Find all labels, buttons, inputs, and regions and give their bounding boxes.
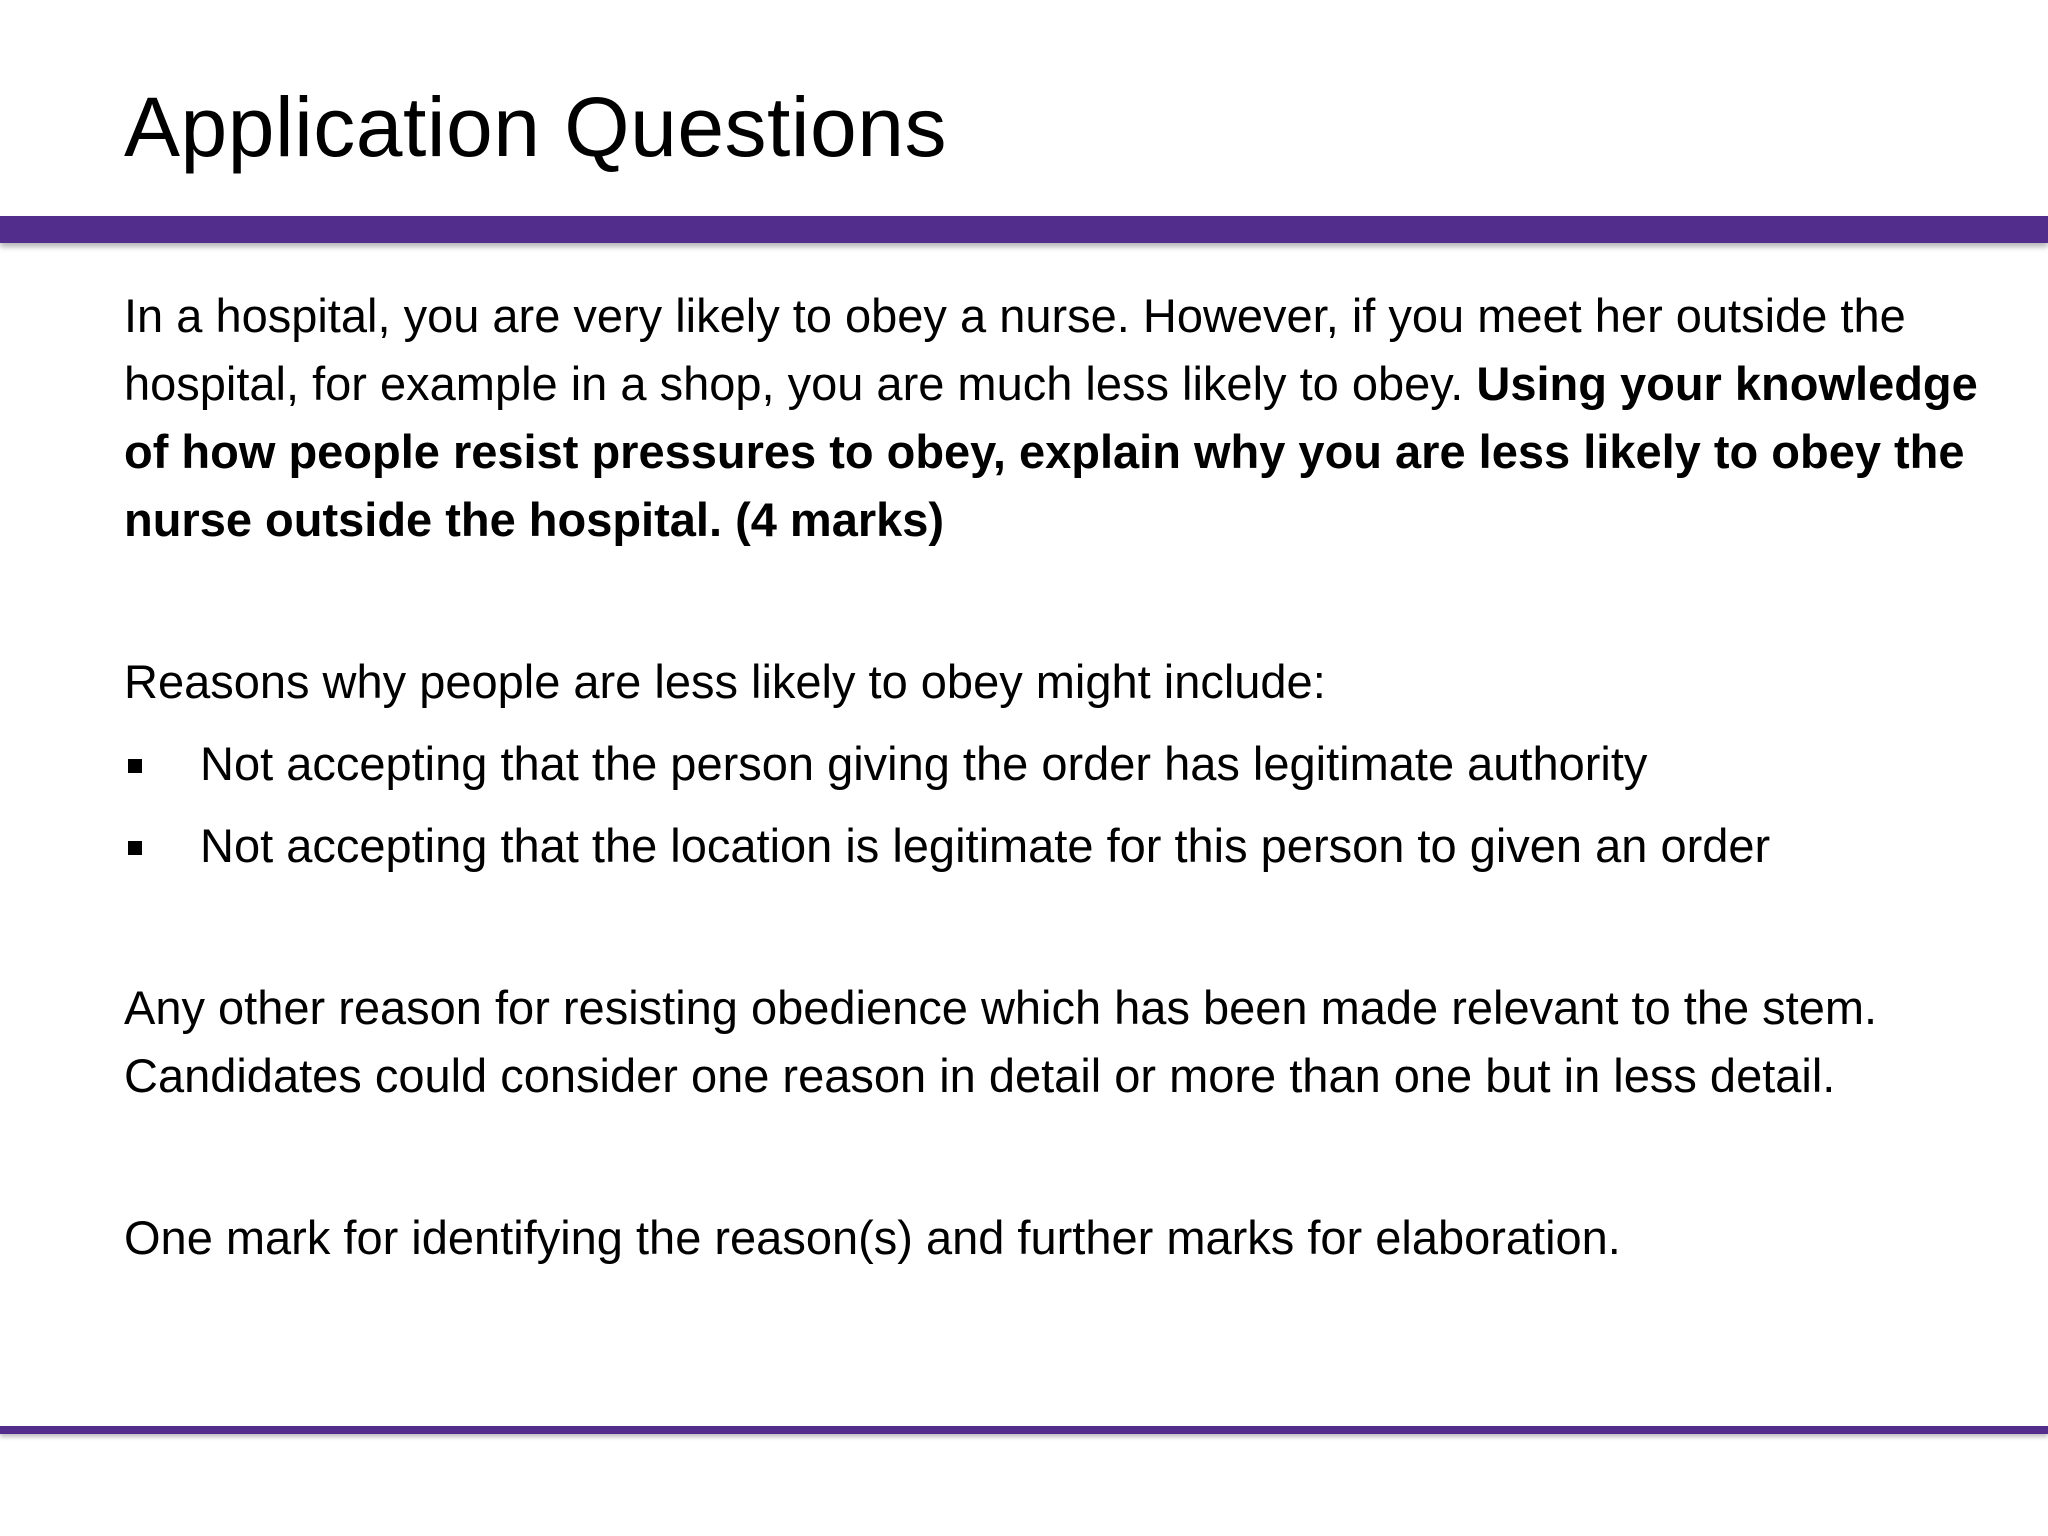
list-item-text: Not accepting that the location is legitimate for this person to given an order bbox=[200, 819, 1771, 872]
question-paragraph bbox=[124, 282, 1984, 554]
other-reasons-paragraph: Any other reason for resisting obedience which has been made relevant to the stem. Candidates could consider one reason in detail or more than one but in less detail. bbox=[124, 981, 1878, 1102]
footer-divider bbox=[0, 1426, 2048, 1434]
reasons-list bbox=[124, 730, 1984, 880]
title-divider bbox=[0, 216, 2048, 243]
marking-guidance: One mark for identifying the reason(s) and further marks for elaboration. bbox=[124, 1211, 1621, 1264]
question-text: In a hospital, you are very likely to obey a nurse. However, if you meet her outside the hospital, for example in a shop, you are much less likely to obey. bbox=[124, 289, 1906, 410]
question-task: Using your knowledge of how people resist pressures to obey, explain why you are less likely to obey the nurse outside the hospital. (4 marks) bbox=[124, 357, 1978, 546]
slide-content bbox=[124, 282, 1984, 1272]
square-bullet-icon bbox=[128, 841, 142, 855]
answer-intro: Reasons why people are less likely to obey might include: bbox=[124, 655, 1326, 708]
list-item bbox=[124, 730, 1984, 798]
square-bullet-icon bbox=[128, 759, 142, 773]
list-item-text: Not accepting that the person giving the order has legitimate authority bbox=[200, 737, 1648, 790]
list-item bbox=[124, 812, 1984, 880]
slide-title: Application Questions bbox=[124, 80, 947, 174]
